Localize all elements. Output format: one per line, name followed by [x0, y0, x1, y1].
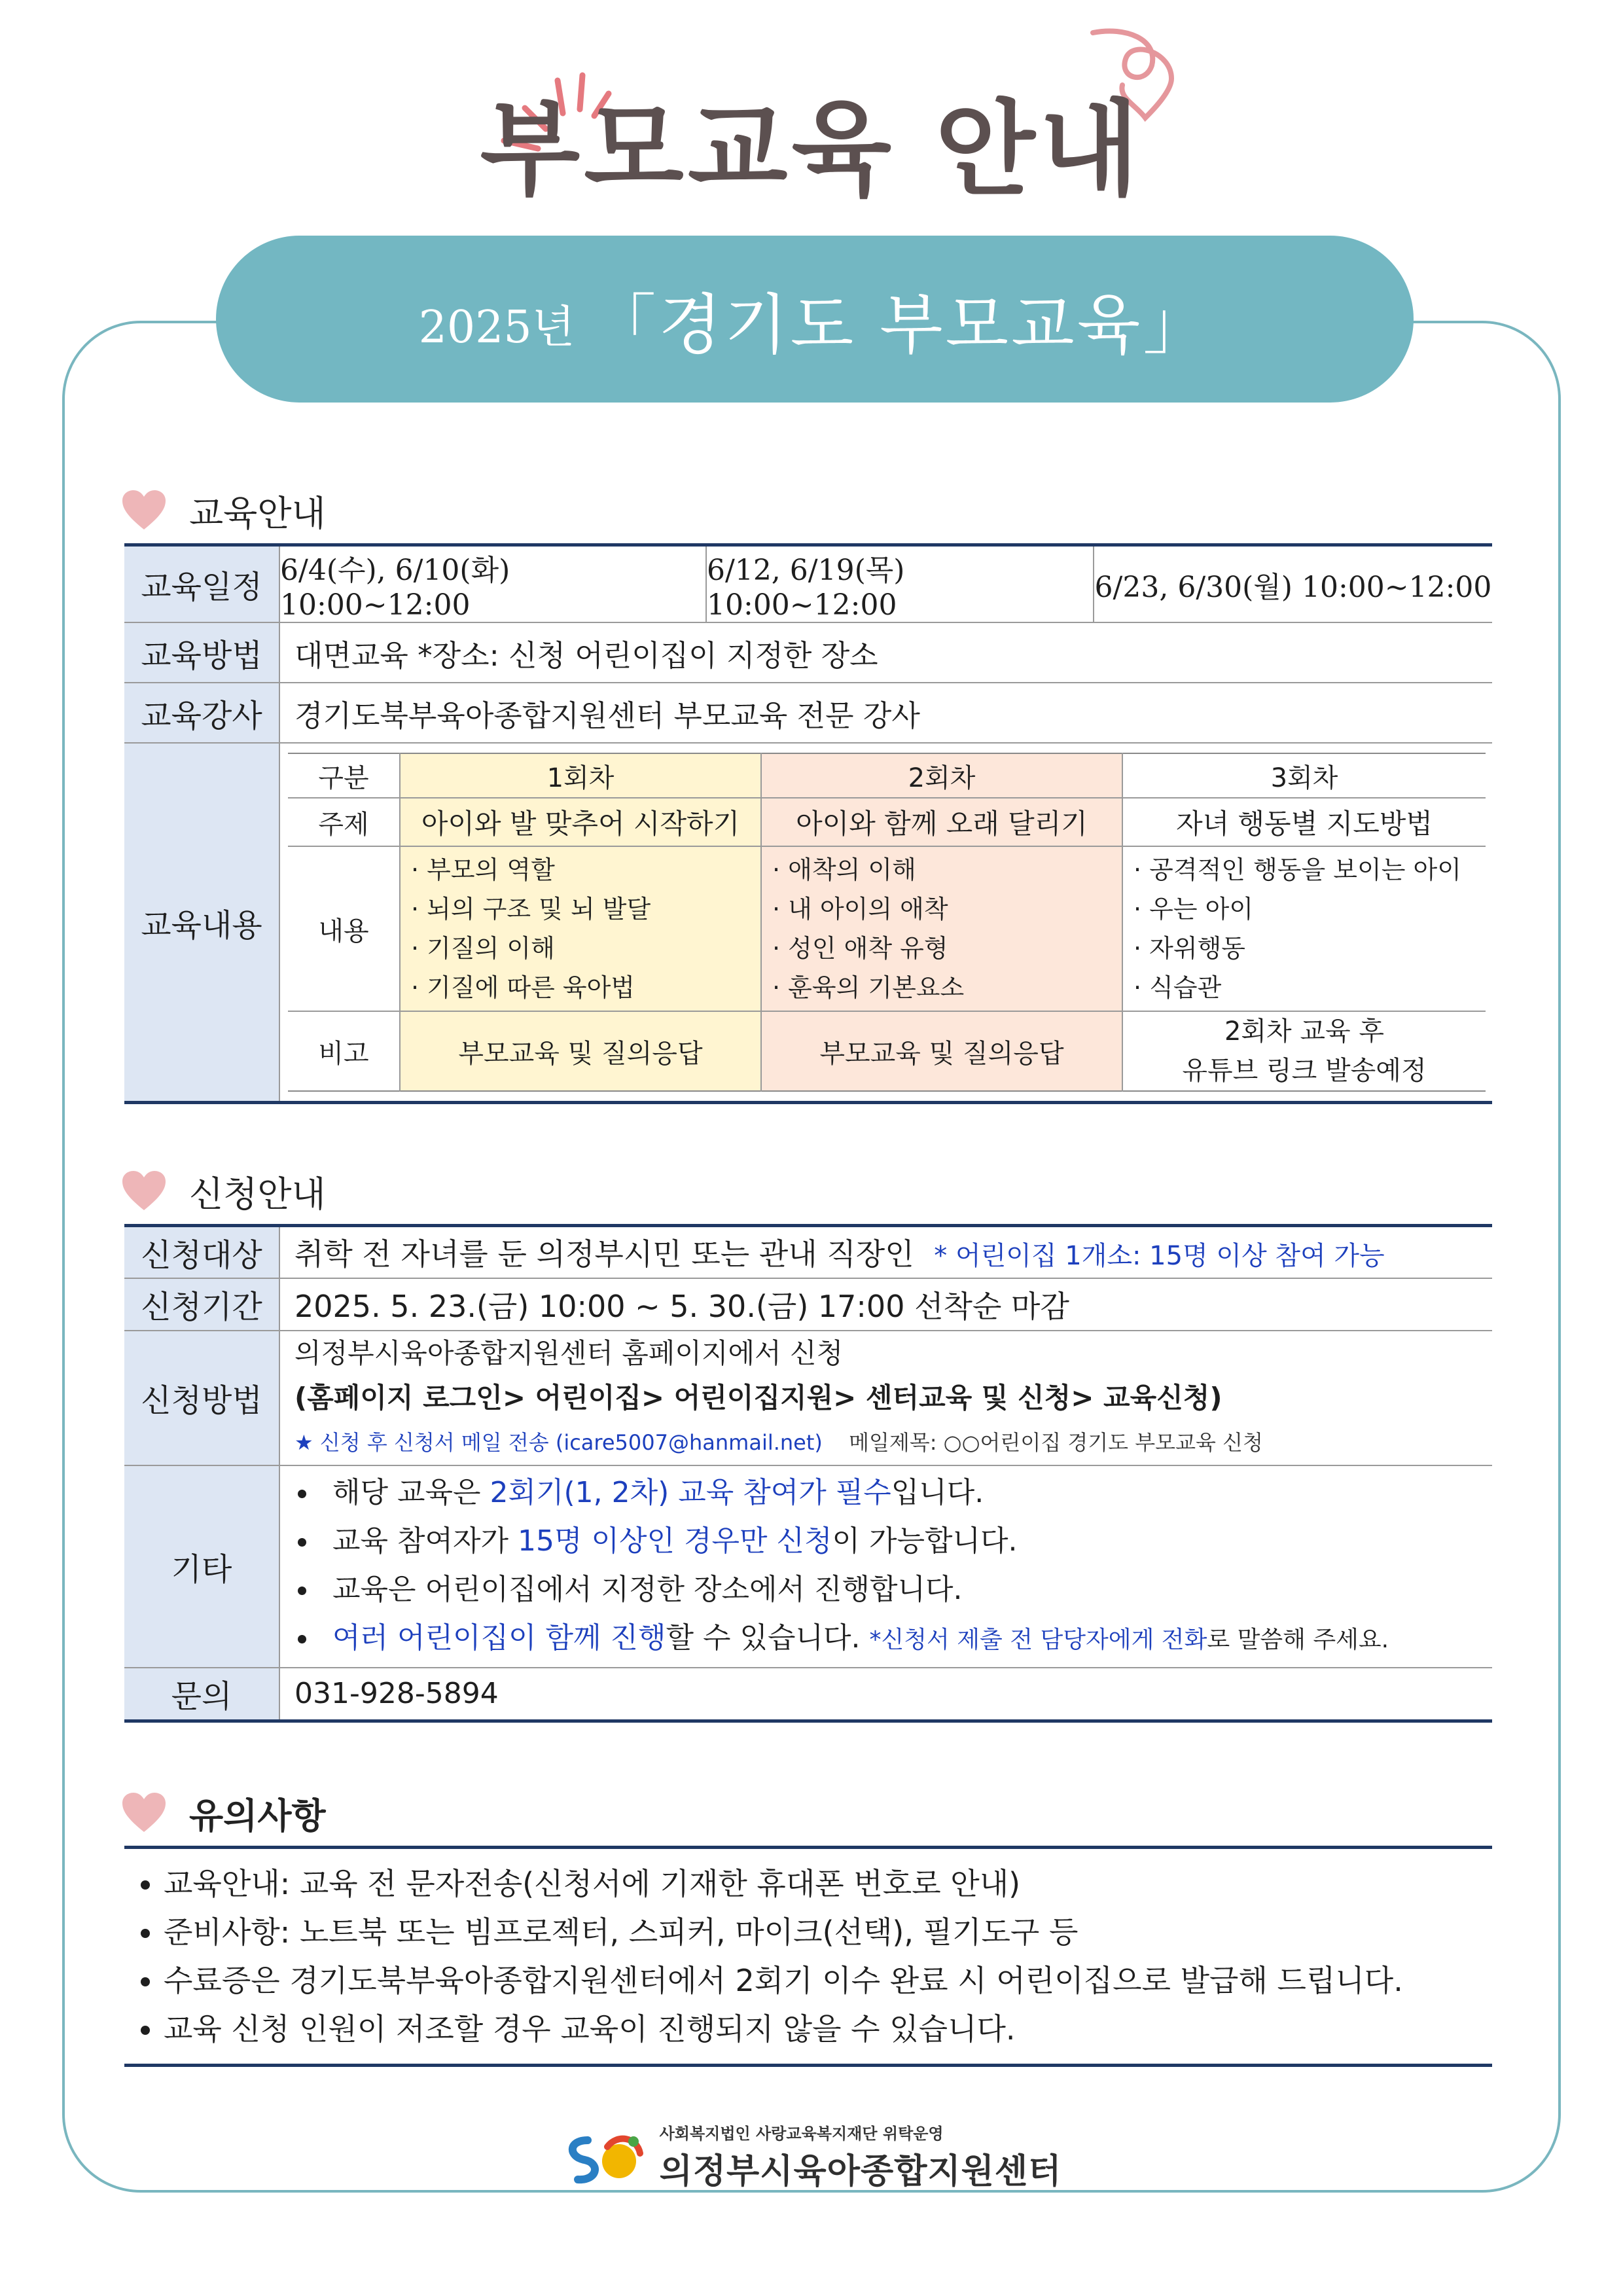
curriculum-header-session-2: 2회차 — [761, 753, 1122, 798]
schedule-session-1: 6/4(수), 6/10(화) 10:00~12:00 — [280, 554, 510, 622]
section-head-application — [121, 1162, 326, 1221]
etc-list — [280, 1469, 1492, 1664]
list-item: · 우는 아이 — [1133, 889, 1486, 929]
note-session-1: 부모교육 및 질의응답 — [400, 1011, 761, 1091]
heart-icon — [121, 1793, 167, 1833]
curriculum-table — [288, 753, 1486, 1092]
application-table — [124, 1224, 1492, 1723]
list-item: · 식습관 — [1133, 968, 1486, 1007]
center-logo-icon — [562, 2127, 653, 2186]
how-label: 신청방법 — [124, 1331, 279, 1465]
heart-icon — [121, 1171, 167, 1211]
mail-subject: 메일제목: ○○어린이집 경기도 부모교육 신청 — [849, 1429, 1263, 1455]
list-item: · 애착의 이해 — [772, 850, 1122, 889]
list-item: • 교육은 어린이집에서 지정한 장소에서 진행합니다. — [319, 1566, 1492, 1614]
list-item: · 훈육의 기본요소 — [772, 968, 1122, 1007]
notice-list — [124, 1859, 1492, 2053]
detail-list-session-2 — [762, 850, 1122, 1007]
target-value — [279, 1226, 1492, 1278]
topic-session-2: 아이와 함께 오래 달리기 — [761, 798, 1122, 846]
list-item: • 교육안내: 교육 전 문자전송(신청서에 기재한 휴대폰 번호로 안내) — [164, 1859, 1492, 1908]
note-session-2: 부모교육 및 질의응답 — [761, 1011, 1122, 1091]
list-item: · 부모의 역할 — [411, 850, 760, 889]
how-line-1: 의정부시육아종합지원센터 홈페이지에서 신청 — [294, 1336, 844, 1369]
schedule-session-2: 6/12, 6/19(목) 10:00~12:00 — [705, 547, 1093, 622]
list-item: • 수료증은 경기도북부육아종합지원센터에서 2회기 이수 완료 시 어린이집으로 발급해 드립니다. — [164, 1956, 1492, 2005]
schedule-label: 교육일정 — [124, 545, 279, 623]
contact-label: 문의 — [124, 1668, 279, 1721]
section-title-application: 신청안내 — [189, 1173, 326, 1215]
list-item: · 성인 애착 유형 — [772, 929, 1122, 968]
heart-icon — [121, 490, 167, 531]
list-item: · 기질의 이해 — [411, 929, 760, 968]
topic-session-1: 아이와 발 맞추어 시작하기 — [400, 798, 761, 846]
section-head-education — [121, 481, 326, 540]
topic-session-3: 자녀 행동별 지도방법 — [1122, 798, 1486, 846]
curriculum-header-category: 구분 — [288, 753, 400, 798]
education-table — [124, 543, 1492, 1104]
page-title: 부모교육 안내 — [480, 90, 1143, 210]
banner-year: 2025년 — [418, 302, 575, 353]
mail-instruction[interactable]: ★ 신청 후 신청서 메일 전송 (icare5007@hanmail.net) — [294, 1429, 823, 1455]
section-head-notice — [121, 1784, 326, 1842]
detail-list-session-1 — [401, 850, 760, 1007]
program-banner — [216, 236, 1414, 403]
how-note-row — [294, 1420, 1492, 1465]
how-line-2: (홈페이지 로그인> 어린이집> 어린이집지원> 센터교육 및 신청> 교육신청) — [294, 1381, 1222, 1414]
contact-phone[interactable]: 031-928-5894 — [294, 1677, 499, 1711]
banner-program-name: 「경기도 부모교육」 — [590, 286, 1211, 363]
period-label: 신청기간 — [124, 1278, 279, 1331]
instructor-value: 경기도북부육아종합지원센터 부모교육 전문 강사 — [279, 683, 1492, 743]
content-label: 교육내용 — [124, 743, 279, 1103]
schedule-row — [280, 547, 1492, 622]
list-item: • 교육 신청 인원이 저조할 경우 교육이 진행되지 않을 수 있습니다. — [164, 2005, 1492, 2053]
schedule-session-3: 6/23, 6/30(월) 10:00~12:00 — [1093, 547, 1492, 622]
list-item: • 여러 어린이집이 함께 진행할 수 있습니다. *신청서 제출 전 담당자에게 전화로 말씀해 주세요. — [319, 1614, 1492, 1664]
section-title-education: 교육안내 — [189, 492, 326, 534]
topic-label: 주제 — [288, 798, 400, 846]
note-session-3-line-2: 유튜브 링크 발송예정 — [1182, 1056, 1427, 1086]
target-note: * 어린이집 1개소: 15명 이상 참여 가능 — [934, 1241, 1385, 1272]
list-item: • 교육 참여자가 15명 이상인 경우만 신청이 가능합니다. — [319, 1517, 1492, 1566]
list-item: · 기질에 따른 육아법 — [411, 968, 760, 1007]
target-label: 신청대상 — [124, 1226, 279, 1278]
list-item: • 해당 교육은 2회기(1, 2차) 교육 참여가 필수입니다. — [319, 1469, 1492, 1517]
etc-label: 기타 — [124, 1465, 279, 1668]
curriculum-header-session-1: 1회차 — [400, 753, 761, 798]
list-item: · 자위행동 — [1133, 929, 1486, 968]
section-title-notice: 유의사항 — [189, 1795, 326, 1837]
notice-box — [124, 1846, 1492, 2067]
target-text: 취학 전 자녀를 둔 의정부시민 또는 관내 직장인 — [294, 1236, 914, 1272]
method-value: 대면교육 *장소: 신청 어린이집이 지정한 장소 — [279, 622, 1492, 683]
instructor-label: 교육강사 — [124, 683, 279, 743]
detail-list-session-3 — [1123, 850, 1486, 1007]
note-label: 비고 — [318, 1038, 369, 1069]
center-logo — [0, 2121, 1623, 2193]
note-session-3-line-1: 2회차 교육 후 — [1224, 1016, 1385, 1047]
note-session-3 — [1122, 1011, 1486, 1091]
period-value: 2025. 5. 23.(금) 10:00 ~ 5. 30.(금) 17:00 선착순 마감 — [279, 1278, 1492, 1331]
list-item: · 내 아이의 애착 — [772, 889, 1122, 929]
method-label: 교육방법 — [124, 622, 279, 683]
footer-operator: 사회복지법인 사랑교육복지재단 위탁운영 — [659, 2125, 944, 2143]
list-item: · 공격적인 행동을 보이는 아이 — [1133, 850, 1486, 889]
curriculum-header-session-3: 3회차 — [1122, 753, 1486, 798]
detail-label: 내용 — [288, 846, 400, 1011]
list-item: • 준비사항: 노트북 또는 빔프로젝터, 스피커, 마이크(선택), 필기도구 등 — [164, 1908, 1492, 1956]
how-value — [279, 1331, 1492, 1465]
list-item: · 뇌의 구조 및 뇌 발달 — [411, 889, 760, 929]
footer-center-name: 의정부시육아종합지원센터 — [659, 2152, 1062, 2191]
